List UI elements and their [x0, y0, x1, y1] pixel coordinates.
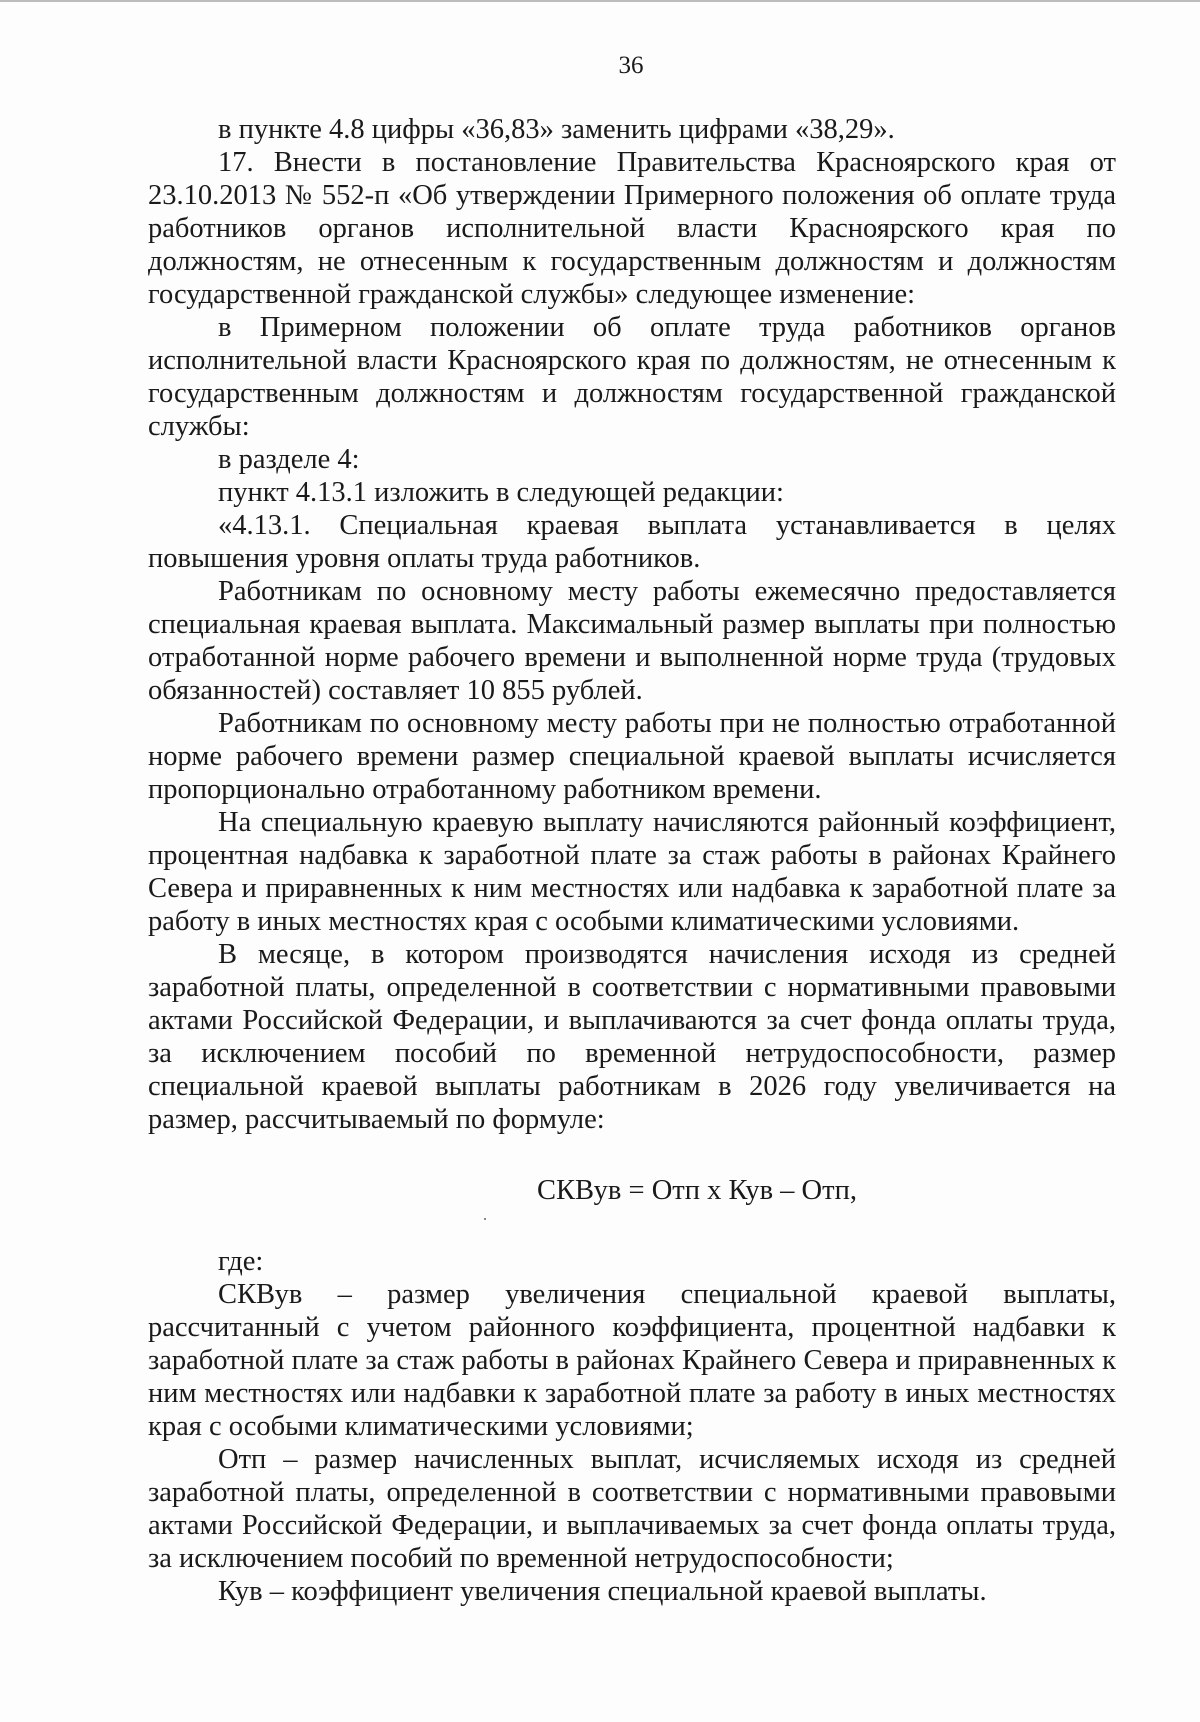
definition-kuv: Кув – коэффициент увеличения специальной краевой выплаты.: [218, 1576, 987, 1607]
page-top-edge: [0, 0, 1200, 2]
paragraph-formula-intro: В месяце, в котором производятся начисления исходя из средней заработной платы, определенной в соответствии с нормативными правовыми актами Российской Федерации, и выплачиваются за счет фонда оплаты труда, за исключением пособий по временной нетрудоспособности, размер специальной краевой выплаты работникам в 2026 году увеличивается на размер, рассчитываемый по формуле:: [148, 939, 1116, 1135]
page-number: 36: [618, 52, 644, 79]
paragraph-clause-intro: пункт 4.13.1 изложить в следующей редакции:: [218, 477, 784, 508]
paragraph-coefficients: На специальную краевую выплату начисляются районный коэффициент, процентная надбавка к заработной плате за стаж работы в районах Крайнего Севера и приравненных к ним местностях или надбавка к заработной плате за работу в иных местностях края с особыми климатическими условиями.: [148, 807, 1116, 937]
paragraph-item-17: 17. Внести в постановление Правительства Красноярского края от 23.10.2013 № 552-п «Об утверждении Примерного положения об оплате труда работников органов исполнительной власти Красноярского края по должностям, не отнесенным к государственным должностям и должностям государственной гражданской службы» следующее изменение:: [148, 147, 1116, 310]
paragraph-monthly-payment: Работникам по основному месту работы ежемесячно предоставляется специальная краевая выплата. Максимальный размер выплаты при полностью отработанной норме рабочего времени и выполненной норме труда (трудовых обязанностей) составляет 10 855 рублей.: [148, 576, 1116, 706]
paragraph-item-4-8: в пункте 4.8 цифры «36,83» заменить цифрами «38,29».: [218, 114, 895, 145]
paragraph-proportional: Работникам по основному месту работы при не полностью отработанной норме рабочего времени размер специальной краевой выплаты исчисляется пропорционально отработанному работником времени.: [148, 708, 1116, 805]
definition-otp: Отп – размер начисленных выплат, исчисляемых исходя из средней заработной платы, определенной в соответствии с нормативными правовыми актами Российской Федерации, и выплачиваемых за счет фонда оплаты труда, за исключением пособий по временной нетрудоспособности;: [148, 1444, 1116, 1574]
paragraph-clause-4-13-1: «4.13.1. Специальная краевая выплата устанавливается в целях повышения уровня оплаты труда работников.: [148, 510, 1116, 574]
paragraph-section-4: в разделе 4:: [218, 444, 360, 475]
formula: СКВув = Отп х Кув – Отп,: [537, 1175, 857, 1206]
definition-skvuv: СКВув – размер увеличения специальной краевой выплаты, рассчитанный с учетом районного коэффициента, процентной надбавки к заработной плате за стаж работы в районах Крайнего Севера и приравненных к ним местностях или надбавки к заработной плате за работу в иных местностях края с особыми климатическими условиями;: [148, 1279, 1116, 1442]
scan-speck: [484, 1218, 486, 1220]
document-body: [148, 113, 1116, 1608]
where-label: где:: [218, 1246, 264, 1277]
paragraph-regulation-intro: в Примерном положении об оплате труда работников органов исполнительной власти Красноярского края по должностям, не отнесенным к государственным должностям и должностям государственной гражданской службы:: [148, 312, 1116, 442]
